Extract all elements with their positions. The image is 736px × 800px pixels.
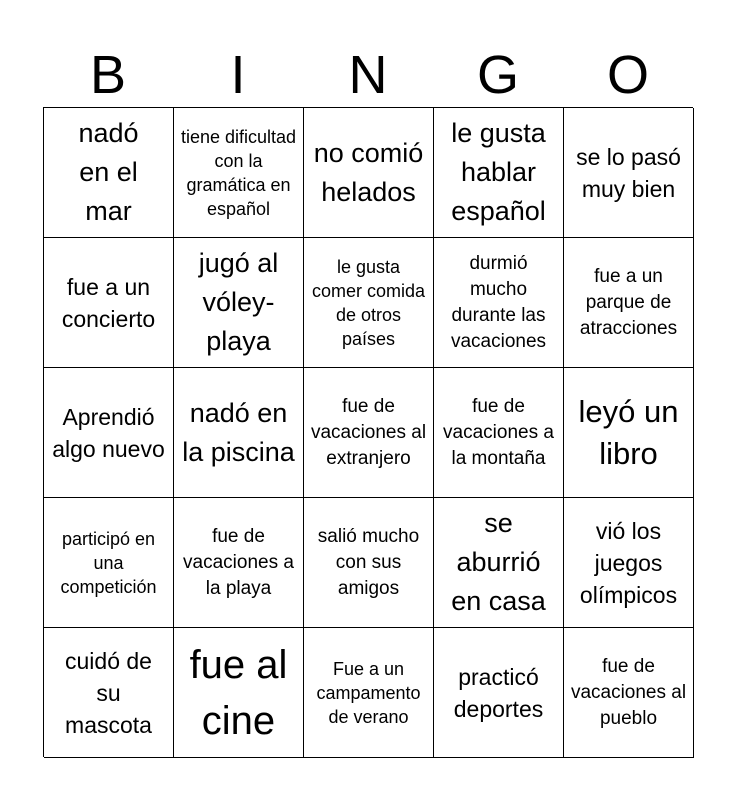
bingo-cell: [304, 498, 434, 628]
bingo-cell: [174, 238, 304, 368]
bingo-cell: [434, 368, 564, 498]
header-letter-n: N: [348, 45, 388, 105]
cell-text: fue a un concierto: [61, 273, 156, 332]
bingo-cell: [174, 628, 304, 758]
bingo-cell: [564, 108, 694, 238]
cell-text: fue de vacaciones a la montaña: [443, 395, 554, 469]
cell-text: jugó al vóley-playa: [198, 248, 279, 356]
cell-text: le gusta comer comida de otros países: [311, 256, 426, 349]
cell-text: participó en una competición: [60, 528, 157, 597]
header-letter-o: O: [606, 45, 649, 105]
bingo-cell: [44, 628, 174, 758]
bingo-cell: [304, 628, 434, 758]
cell-text: vió los juegos olímpicos: [579, 517, 678, 608]
bingo-cell: [44, 108, 174, 238]
bingo-cell: [44, 368, 174, 498]
bingo-cell: [564, 498, 694, 628]
cell-text: Aprendió algo nuevo: [52, 403, 165, 462]
cell-text: fue de vacaciones a la playa: [183, 525, 294, 599]
header-letter-i: I: [230, 45, 246, 105]
bingo-cell: [564, 238, 694, 368]
header-letter-b: B: [89, 45, 127, 105]
bingo-header: [43, 44, 693, 106]
cell-text: cuidó de su mascota: [65, 647, 152, 738]
bingo-cell: [174, 108, 304, 238]
cell-text: fue de vacaciones al extranjero: [310, 395, 427, 469]
cell-text: salió mucho con sus amigos: [317, 525, 420, 599]
bingo-card: [43, 107, 693, 757]
bingo-cell: [434, 628, 564, 758]
bingo-cell: [564, 628, 694, 758]
bingo-cell: [564, 368, 694, 498]
cell-text: fue al cine: [189, 642, 288, 743]
cell-text: Fue a un campamento de verano: [316, 658, 421, 727]
bingo-cell: [434, 238, 564, 368]
header-letter-g: G: [476, 45, 519, 105]
cell-text: durmió mucho durante las vacaciones: [450, 252, 547, 352]
cell-text: nadó en el mar: [78, 118, 139, 226]
cell-text: nadó en la piscina: [182, 397, 295, 467]
cell-text: leyó un libro: [578, 393, 679, 471]
cell-text: se aburrió en casa: [451, 508, 546, 616]
bingo-cell: [304, 238, 434, 368]
cell-text: fue de vacaciones al pueblo: [570, 655, 687, 729]
cell-text: le gusta hablar español: [451, 118, 546, 226]
bingo-cell: [434, 498, 564, 628]
bingo-cell: [44, 498, 174, 628]
bingo-cell: [44, 238, 174, 368]
bingo-cell: [174, 368, 304, 498]
bingo-cell: [434, 108, 564, 238]
cell-text: no comió helados: [313, 137, 424, 207]
cell-text: practicó deportes: [453, 663, 544, 722]
cell-text: fue a un parque de atracciones: [579, 265, 678, 339]
bingo-cell: [304, 108, 434, 238]
bingo-cell: [174, 498, 304, 628]
bingo-cell: [304, 368, 434, 498]
cell-text: se lo pasó muy bien: [576, 143, 681, 202]
cell-text: tiene dificultad con la gramática en español: [180, 126, 297, 219]
